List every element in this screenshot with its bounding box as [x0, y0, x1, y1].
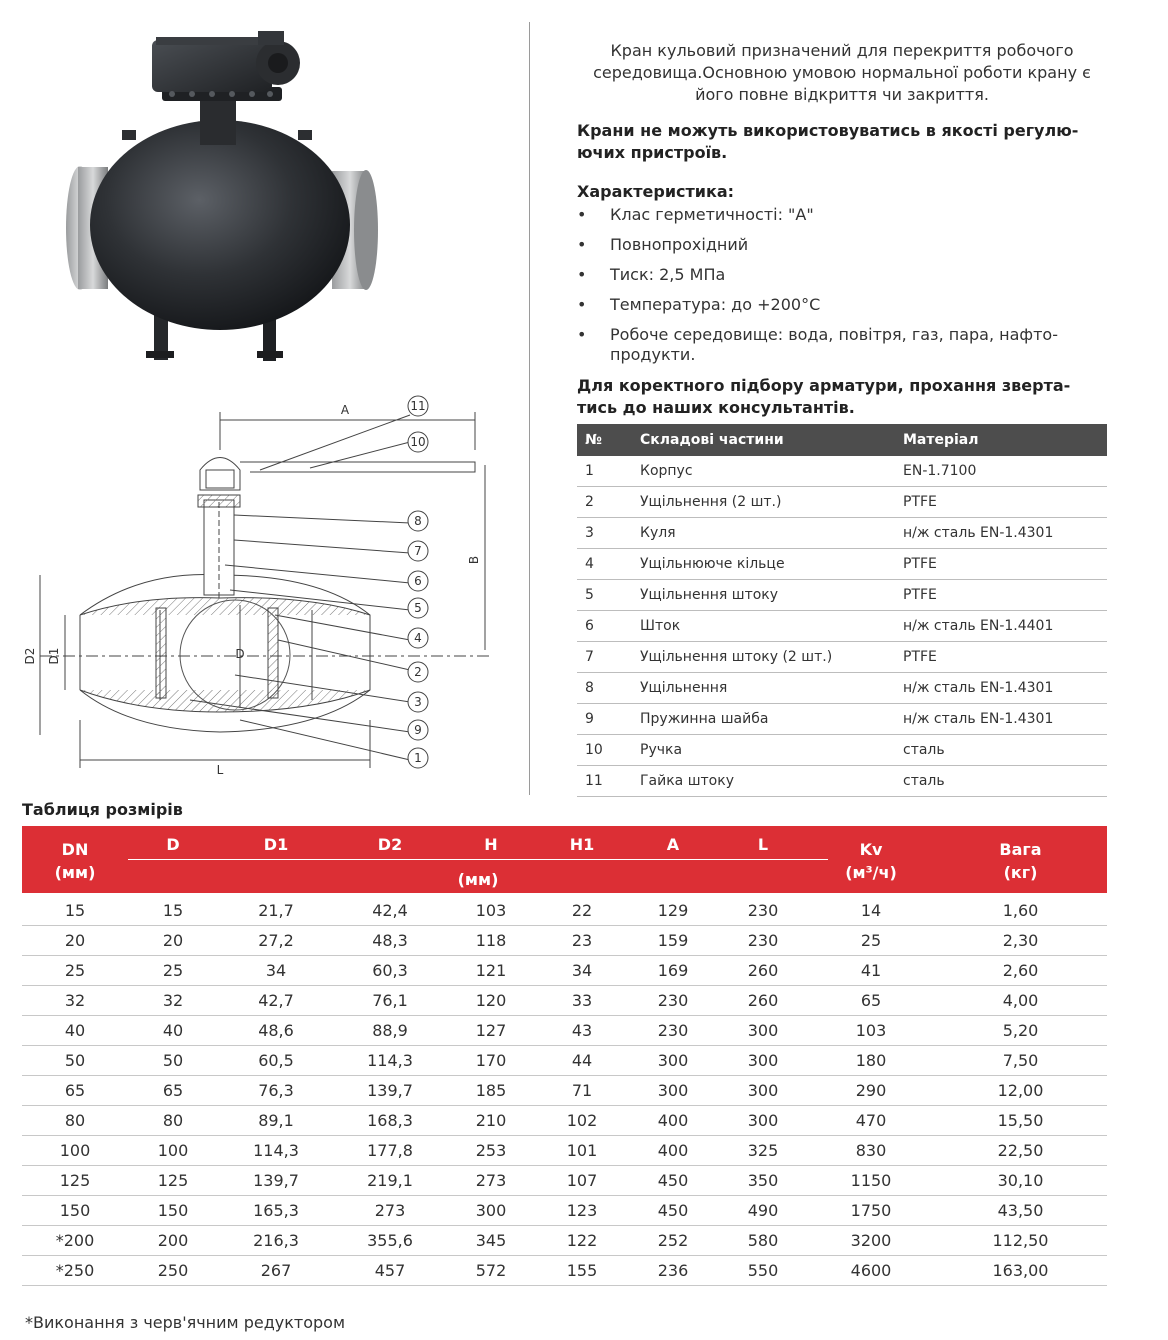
part-material: PTFE	[903, 642, 1107, 673]
part-material: н/ж сталь EN-1.4401	[903, 611, 1107, 642]
svg-text:2: 2	[414, 665, 422, 679]
dim-cell-h1: 23	[571, 931, 593, 950]
dim-cell-l: 350	[747, 1171, 779, 1190]
dim-cell-d: 50	[162, 1051, 184, 1070]
dim-cell-kv: 103	[855, 1021, 887, 1040]
dim-cell-a: 400	[657, 1141, 689, 1160]
parts-table-row	[577, 580, 1107, 611]
part-number: 1	[577, 456, 640, 487]
dim-cell-kv: 1750	[850, 1201, 892, 1220]
dim-cell-d1: 114,3	[253, 1141, 299, 1160]
part-material: сталь	[903, 766, 1107, 797]
dim-cell-l: 230	[747, 931, 779, 950]
dim-table-row	[22, 1046, 1107, 1076]
dim-cell-h: 273	[475, 1171, 507, 1190]
dim-cell-mass: 1,60	[1002, 901, 1039, 920]
part-name: Шток	[640, 611, 903, 642]
dim-cell-h: 127	[475, 1021, 507, 1040]
dim-label-d1: D1	[47, 647, 61, 665]
dim-cell-a: 450	[657, 1171, 689, 1190]
dim-cell-kv: 830	[855, 1141, 887, 1160]
dim-cell-l: 325	[747, 1141, 779, 1160]
dim-cell-l: 580	[747, 1231, 779, 1250]
part-name: Корпус	[640, 456, 903, 487]
dim-header-rule	[128, 859, 828, 860]
dim-cell-kv: 3200	[850, 1231, 892, 1250]
dim-cell-mass: 2,60	[1002, 961, 1039, 980]
dim-cell-mass: 7,50	[1002, 1051, 1039, 1070]
dim-cell-d2: 177,8	[367, 1141, 413, 1160]
dim-cell-d: 150	[157, 1201, 189, 1220]
dim-cell-d: 15	[162, 901, 184, 920]
dim-cell-d: 20	[162, 931, 184, 950]
dim-cell-dn: 80	[64, 1111, 86, 1130]
dim-cell-d: 32	[162, 991, 184, 1010]
dim-cell-h1: 122	[566, 1231, 598, 1250]
valve-section-drawing	[20, 390, 500, 785]
part-material: сталь	[903, 735, 1107, 766]
part-number: 2	[577, 487, 640, 518]
dim-cell-d2: 76,1	[372, 991, 408, 1010]
dim-cell-kv: 4600	[850, 1261, 892, 1280]
dim-cell-kv: 14	[860, 901, 882, 920]
dim-cell-dn: 40	[64, 1021, 86, 1040]
contact-text: Для коректного підбору арматури, прохання зверта-тись до наших консультантів.	[577, 376, 1071, 417]
dim-table-row	[22, 1226, 1107, 1256]
feature-item: • Температура: до +200°С	[577, 295, 821, 314]
part-name: Ручка	[640, 735, 903, 766]
dim-cell-a: 236	[657, 1261, 689, 1280]
dim-cell-d2: 168,3	[367, 1111, 413, 1130]
dim-cell-h1: 71	[571, 1081, 593, 1100]
bullet: •	[577, 295, 587, 314]
dim-cell-kv: 41	[860, 961, 882, 980]
dim-cell-d: 200	[157, 1231, 189, 1250]
features-title: Характеристика:	[577, 182, 735, 201]
svg-text:9: 9	[414, 723, 422, 737]
svg-text:3: 3	[414, 695, 422, 709]
dim-cell-l: 230	[747, 901, 779, 920]
part-name: Пружинна шайба	[640, 704, 903, 735]
dim-cell-mass: 12,00	[997, 1081, 1044, 1100]
dim-table-row	[22, 1136, 1107, 1166]
dim-cell-h: 300	[475, 1201, 507, 1220]
part-number: 7	[577, 642, 640, 673]
dim-col-kv: Kv	[859, 840, 883, 859]
dim-cell-d: 25	[162, 961, 184, 980]
parts-table-row	[577, 487, 1107, 518]
dim-cell-a: 252	[657, 1231, 689, 1250]
dim-cell-a: 300	[657, 1051, 689, 1070]
dim-cell-h1: 123	[566, 1201, 598, 1220]
callout-6	[408, 571, 428, 591]
dim-cell-kv: 180	[855, 1051, 887, 1070]
dim-cell-d1: 165,3	[253, 1201, 299, 1220]
features-list	[577, 205, 1107, 365]
dim-col-kv-unit: (м³/ч)	[845, 863, 897, 882]
part-name: Ущільнення	[640, 673, 903, 704]
dim-cell-h1: 107	[566, 1171, 598, 1190]
callout-7	[408, 541, 428, 561]
bullet: •	[577, 205, 587, 224]
dim-cell-d2: 42,4	[372, 901, 408, 920]
dim-cell-h: 210	[475, 1111, 507, 1130]
dim-cell-h1: 44	[571, 1051, 593, 1070]
dim-cell-mass: 30,10	[997, 1171, 1044, 1190]
dim-cell-dn: 50	[64, 1051, 86, 1070]
bullet: •	[577, 235, 587, 254]
dim-cell-l: 300	[747, 1081, 779, 1100]
dim-cell-h1: 34	[571, 961, 593, 980]
dim-cell-d: 250	[157, 1261, 189, 1280]
dim-cell-a: 300	[657, 1081, 689, 1100]
callout-10	[408, 432, 428, 452]
dim-cell-h: 253	[475, 1141, 507, 1160]
dim-cell-mass: 5,20	[1002, 1021, 1039, 1040]
part-name: Ущільнення (2 шт.)	[640, 487, 903, 518]
dim-cell-d2: 219,1	[367, 1171, 413, 1190]
dim-cell-h: 121	[475, 961, 507, 980]
dim-col-mm-unit: (мм)	[457, 870, 499, 889]
parts-table-row	[577, 456, 1107, 487]
dim-cell-mass: 2,30	[1002, 931, 1039, 950]
svg-text:11: 11	[410, 399, 426, 413]
dim-cell-h: 103	[475, 901, 507, 920]
part-name: Куля	[640, 518, 903, 549]
dim-cell-kv: 1150	[850, 1171, 892, 1190]
dim-cell-d: 100	[157, 1141, 189, 1160]
dim-col-d2: D2	[377, 835, 403, 854]
feature-item: • Повнопрохідний	[577, 235, 749, 254]
dim-cell-dn: 25	[64, 961, 86, 980]
dim-cell-dn: 32	[64, 991, 86, 1010]
parts-table	[577, 424, 1107, 797]
part-material: EN-1.7100	[903, 456, 1107, 487]
parts-table-row	[577, 549, 1107, 580]
dim-cell-l: 260	[747, 961, 779, 980]
dim-table-row	[22, 926, 1107, 956]
dim-cell-mass: 43,50	[997, 1201, 1044, 1220]
dim-cell-kv: 290	[855, 1081, 887, 1100]
part-material: PTFE	[903, 580, 1107, 611]
dim-cell-d2: 457	[374, 1261, 406, 1280]
dim-col-h1: H1	[569, 835, 595, 854]
callout-9	[408, 720, 428, 740]
dim-label-d2: D2	[23, 647, 37, 665]
dim-cell-d: 80	[162, 1111, 184, 1130]
part-material: н/ж сталь EN-1.4301	[903, 518, 1107, 549]
part-number: 10	[577, 735, 640, 766]
dim-cell-kv: 470	[855, 1111, 887, 1130]
part-material: PTFE	[903, 549, 1107, 580]
dim-cell-h1: 22	[571, 901, 593, 920]
dim-table-row	[22, 1166, 1107, 1196]
part-number: 9	[577, 704, 640, 735]
dim-table-row	[22, 1076, 1107, 1106]
parts-col-no: №	[585, 432, 602, 448]
parts-table-row	[577, 673, 1107, 704]
svg-text:8: 8	[414, 514, 422, 528]
dim-col-h: H	[484, 835, 498, 854]
callout-5	[408, 598, 428, 618]
callout-1	[408, 748, 428, 768]
part-material: н/ж сталь EN-1.4301	[903, 673, 1107, 704]
feature-item: • Клас герметичності: "А"	[577, 205, 814, 224]
svg-text:6: 6	[414, 574, 422, 588]
part-material: н/ж сталь EN-1.4301	[903, 704, 1107, 735]
dim-cell-h: 345	[475, 1231, 507, 1250]
dim-cell-mass: 163,00	[992, 1261, 1049, 1280]
dim-cell-d2: 355,6	[367, 1231, 413, 1250]
dim-cell-a: 450	[657, 1201, 689, 1220]
part-number: 8	[577, 673, 640, 704]
callout-11	[408, 396, 428, 416]
part-number: 6	[577, 611, 640, 642]
dim-cell-dn: 65	[64, 1081, 86, 1100]
dim-cell-a: 169	[657, 961, 689, 980]
dim-col-d: D	[166, 835, 180, 854]
dim-col-l: L	[757, 835, 769, 854]
dim-cell-dn: 100	[59, 1141, 91, 1160]
intro-text: Кран кульовий призначений для перекриття робочого середовища.Основною умовою нормальної роботи крану є його повне відкриття чи закриття.	[593, 41, 1091, 104]
dim-cell-mass: 15,50	[997, 1111, 1044, 1130]
dim-table-row	[22, 1106, 1107, 1136]
callout-3	[408, 692, 428, 712]
parts-col-material: Матеріал	[903, 432, 979, 448]
column-divider	[529, 22, 530, 795]
dim-table-header	[22, 826, 1107, 893]
ball-valve-photo	[60, 25, 400, 365]
dim-label-d: D	[235, 647, 245, 661]
dim-cell-h1: 43	[571, 1021, 593, 1040]
warning-text: Крани не можуть використовуватись в якості регулю-ючих пристроїв.	[577, 121, 1079, 162]
dim-col-d1: D1	[263, 835, 289, 854]
dim-cell-d2: 273	[374, 1201, 406, 1220]
dim-cell-a: 230	[657, 1021, 689, 1040]
dim-table-row	[22, 896, 1107, 926]
dim-cell-dn: 20	[64, 931, 86, 950]
dim-cell-d1: 139,7	[253, 1171, 299, 1190]
bullet: •	[577, 325, 587, 344]
part-number: 4	[577, 549, 640, 580]
parts-table-header	[577, 424, 1107, 456]
dim-table-row	[22, 1016, 1107, 1046]
dim-col-a: A	[666, 835, 680, 854]
parts-table-row	[577, 735, 1107, 766]
dim-cell-a: 129	[657, 901, 689, 920]
dim-cell-h: 170	[475, 1051, 507, 1070]
footnote: *Виконання з черв'ячним редуктором	[25, 1313, 346, 1332]
dim-cell-d: 40	[162, 1021, 184, 1040]
dim-cell-d: 65	[162, 1081, 184, 1100]
part-number: 11	[577, 766, 640, 797]
svg-text:10: 10	[410, 435, 426, 449]
dim-col-mass: Вага	[999, 840, 1042, 859]
dim-cell-h1: 102	[566, 1111, 598, 1130]
dim-cell-a: 230	[657, 991, 689, 1010]
feature-item: • Робоче середовище: вода, повітря, газ, пара, нафто-продукти.	[577, 325, 1058, 364]
dim-cell-d2: 139,7	[367, 1081, 413, 1100]
bullet: •	[577, 265, 587, 284]
parts-table-body	[577, 456, 1107, 797]
dim-label-a: A	[340, 403, 350, 417]
parts-table-row	[577, 704, 1107, 735]
dim-col-dn: DN	[61, 840, 89, 859]
parts-table-row	[577, 766, 1107, 797]
dim-cell-h: 120	[475, 991, 507, 1010]
dim-cell-mass: 112,50	[992, 1231, 1049, 1250]
dim-cell-h1: 33	[571, 991, 593, 1010]
dim-table-row	[22, 1256, 1107, 1286]
dim-cell-h: 185	[475, 1081, 507, 1100]
dim-cell-dn: 150	[59, 1201, 91, 1220]
dim-cell-mass: 4,00	[1002, 991, 1039, 1010]
parts-table-row	[577, 642, 1107, 673]
dim-cell-kv: 65	[860, 991, 882, 1010]
part-number: 3	[577, 518, 640, 549]
parts-col-part: Складові частини	[640, 432, 784, 448]
dim-cell-h: 118	[475, 931, 507, 950]
dim-cell-a: 159	[657, 931, 689, 950]
dim-cell-d1: 89,1	[258, 1111, 294, 1130]
dim-cell-mass: 22,50	[997, 1141, 1044, 1160]
dim-cell-d1: 216,3	[253, 1231, 299, 1250]
dim-cell-d2: 88,9	[372, 1021, 408, 1040]
dim-cell-d2: 114,3	[367, 1051, 413, 1070]
dim-cell-kv: 25	[860, 931, 882, 950]
svg-text:5: 5	[414, 601, 422, 615]
dim-cell-d1: 48,6	[258, 1021, 294, 1040]
description-column	[577, 40, 1107, 419]
dim-table-title: Таблиця розмірів	[22, 800, 183, 819]
dim-cell-l: 300	[747, 1051, 779, 1070]
feature-item: • Тиск: 2,5 МПа	[577, 265, 726, 284]
dim-cell-h1: 101	[566, 1141, 598, 1160]
callout-2	[408, 662, 428, 682]
dim-table-body	[22, 896, 1107, 1286]
dim-label-l: L	[216, 763, 224, 777]
dim-table-row	[22, 1196, 1107, 1226]
dim-cell-d2: 60,3	[372, 961, 408, 980]
callout-4	[408, 628, 428, 648]
parts-table-row	[577, 611, 1107, 642]
svg-text:1: 1	[414, 751, 422, 765]
part-name: Гайка штоку	[640, 766, 903, 797]
svg-text:7: 7	[414, 544, 422, 558]
dim-cell-d1: 21,7	[258, 901, 294, 920]
dim-cell-h1: 155	[566, 1261, 598, 1280]
dim-cell-d1: 42,7	[258, 991, 294, 1010]
part-name: Ущільнююче кільце	[640, 549, 903, 580]
dim-cell-l: 550	[747, 1261, 779, 1280]
dim-label-b: B	[467, 555, 481, 565]
dim-table-row	[22, 956, 1107, 986]
dim-cell-l: 300	[747, 1021, 779, 1040]
dim-cell-l: 260	[747, 991, 779, 1010]
part-name: Ущільнення штоку	[640, 580, 903, 611]
dim-cell-d1: 60,5	[258, 1051, 294, 1070]
dim-cell-l: 490	[747, 1201, 779, 1220]
dim-cell-d1: 27,2	[258, 931, 294, 950]
part-number: 5	[577, 580, 640, 611]
dim-table-row	[22, 986, 1107, 1016]
dim-cell-d1: 267	[260, 1261, 292, 1280]
dim-cell-dn: *200	[55, 1231, 95, 1250]
dim-col-mass-unit: (кг)	[1003, 863, 1038, 882]
part-name: Ущільнення штоку (2 шт.)	[640, 642, 903, 673]
dim-cell-h: 572	[475, 1261, 507, 1280]
dim-col-dn-unit: (мм)	[54, 863, 96, 882]
dim-cell-dn: 15	[64, 901, 86, 920]
parts-table-row	[577, 518, 1107, 549]
callout-8	[408, 511, 428, 531]
dim-cell-d2: 48,3	[372, 931, 408, 950]
dim-cell-d1: 76,3	[258, 1081, 294, 1100]
dim-cell-a: 400	[657, 1111, 689, 1130]
svg-text:4: 4	[414, 631, 422, 645]
part-material: PTFE	[903, 487, 1107, 518]
dim-cell-dn: *250	[55, 1261, 95, 1280]
dim-cell-d: 125	[157, 1171, 189, 1190]
dim-cell-dn: 125	[59, 1171, 91, 1190]
dim-cell-l: 300	[747, 1111, 779, 1130]
dim-cell-d1: 34	[265, 961, 287, 980]
